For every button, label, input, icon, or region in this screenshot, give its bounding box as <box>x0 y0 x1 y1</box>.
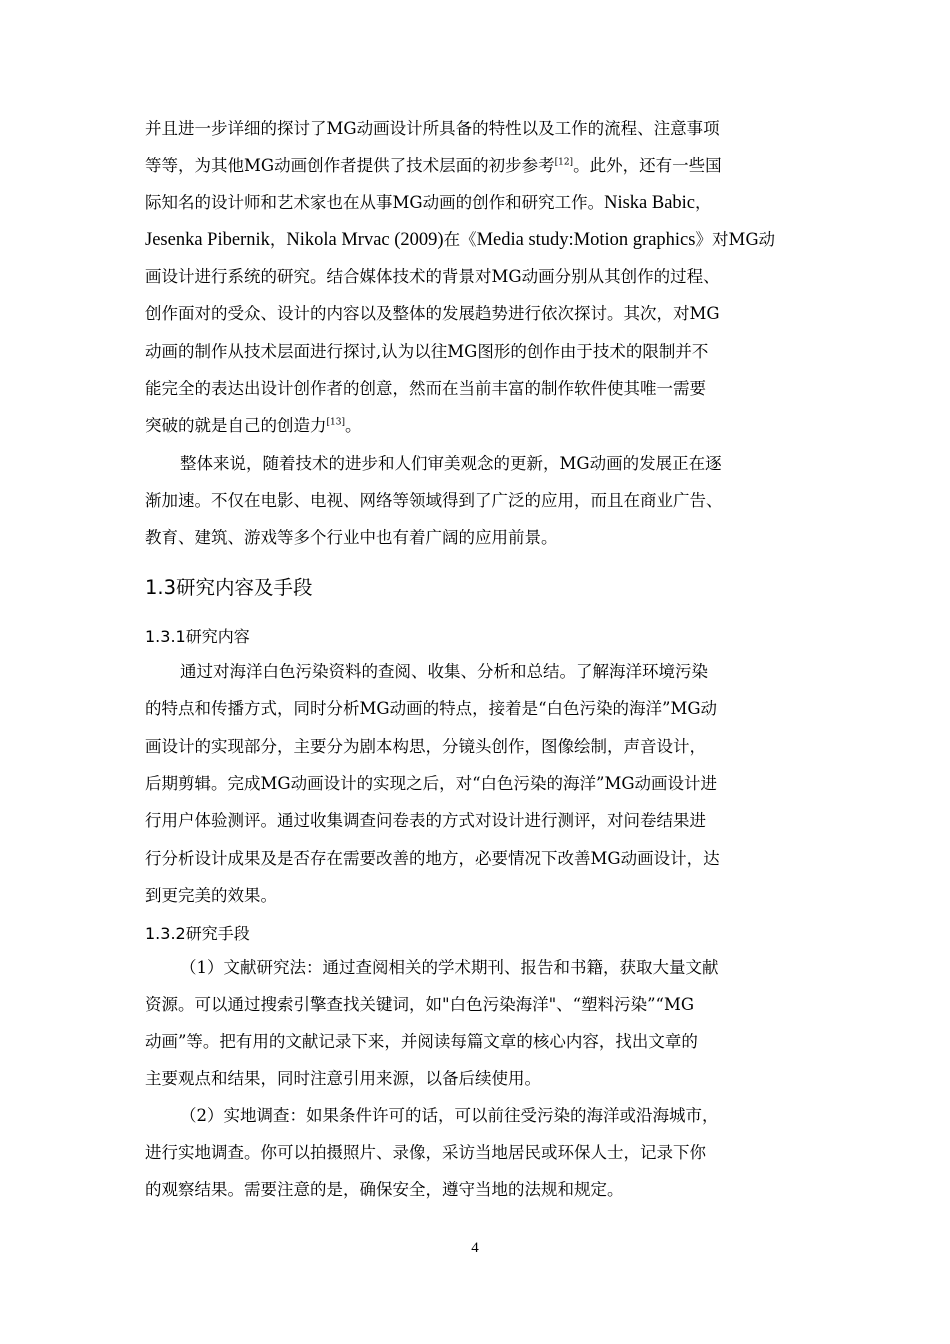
body-text-line: （2）实地调查：如果条件许可的话，可以前往受污染的海洋或沿海城市， <box>180 1106 719 1125</box>
body-text-line: 的特点和传播方式，同时分析MG动画的特点，接着是“白色污染的海洋”MG动 <box>145 699 718 718</box>
text-run: 在《 <box>443 230 477 249</box>
citation-ref: [12] <box>554 157 574 168</box>
text-run: 等等，为其他MG动画创作者提供了技术层面的初步参考 <box>145 156 555 175</box>
body-text-line: 行用户体验测评。通过收集调查问卷表的方式对设计进行测评，对问卷结果进 <box>145 811 706 830</box>
body-text-line: 主要观点和结果，同时注意引用来源，以备后续使用。 <box>145 1069 541 1088</box>
body-text-line: （1）文献研究法：通过查阅相关的学术期刊、报告和书籍，获取大量文献 <box>180 958 719 977</box>
body-text-line: 的观察结果。需要注意的是，确保安全，遵守当地的法规和规定。 <box>145 1180 624 1199</box>
body-text-line <box>145 193 712 213</box>
text-run: ， <box>695 193 712 212</box>
text-run: 际知名的设计师和艺术家也在从事MG动画的创作和研究工作。 <box>145 193 605 212</box>
author-name: Nikola Mrvac (2009) <box>286 230 444 250</box>
body-text-line: 行分析设计成果及是否存在需要改善的地方，必要情况下改善MG动画设计，达 <box>145 849 720 868</box>
text-run: 》对MG动 <box>695 230 776 249</box>
body-text-line <box>145 230 775 250</box>
text-run: 。此外，还有一些国 <box>573 156 722 175</box>
page-number: 4 <box>471 1240 479 1256</box>
body-text-line: 教育、建筑、游戏等多个行业中也有着广阔的应用前景。 <box>145 528 558 547</box>
body-text-line: 渐加速。不仅在电影、电视、网络等领域得到了广泛的应用，而且在商业广告、 <box>145 491 723 510</box>
body-text-line: 动画”等。把有用的文献记录下来，并阅读每篇文章的核心内容，找出文章的 <box>145 1032 698 1051</box>
work-title: Media study:Motion graphics <box>476 230 696 250</box>
author-name: Niska Babic <box>604 193 696 213</box>
body-text-line: 画设计的实现部分，主要分为剧本构思，分镜头创作，图像绘制，声音设计， <box>145 737 706 756</box>
subsection-heading: 1.3.2研究手段 <box>145 924 250 943</box>
body-text-line <box>145 156 722 176</box>
citation-ref: [13] <box>326 417 345 428</box>
body-text-line: 通过对海洋白色污染资料的查阅、收集、分析和总结。了解海洋环境污染 <box>180 662 708 681</box>
subsection-heading: 1.3.1研究内容 <box>145 627 250 646</box>
section-heading: 1.3研究内容及手段 <box>145 576 313 599</box>
body-text-line: 创作面对的受众、设计的内容以及整体的发展趋势进行依次探讨。其次，对MG <box>145 304 720 323</box>
body-text-line: 资源。可以通过搜索引擎查找关键词，如"白色污染海洋"、“塑料污染”“MG <box>145 995 695 1014</box>
body-text-line: 到更完美的效果。 <box>145 886 277 905</box>
text-run: 突破的就是自己的创造力 <box>145 416 327 435</box>
text-run: ， <box>269 230 287 249</box>
text-run: 。 <box>344 416 362 435</box>
body-text-line: 后期剪辑。完成MG动画设计的实现之后，对“白色污染的海洋”MG动画设计进 <box>145 774 718 793</box>
body-text-line <box>145 416 361 436</box>
body-text-line: 并且进一步详细的探讨了MG动画设计所具备的特性以及工作的流程、注意事项 <box>145 119 720 138</box>
body-text-line: 动画的制作从技术层面进行探讨,认为以往MG图形的创作由于技术的限制并不 <box>145 342 709 361</box>
body-text-line: 进行实地调查。你可以拍摄照片、录像，采访当地居民或环保人士，记录下你 <box>145 1143 706 1162</box>
body-text-line: 整体来说，随着技术的进步和人们审美观念的更新，MG动画的发展正在逐 <box>180 454 722 473</box>
body-text-line: 画设计进行系统的研究。结合媒体技术的背景对MG动画分别从其创作的过程、 <box>145 267 720 286</box>
author-name: Jesenka Pibernik <box>145 230 270 250</box>
body-text-line: 能完全的表达出设计创作者的创意，然而在当前丰富的制作软件使其唯一需要 <box>145 379 706 398</box>
